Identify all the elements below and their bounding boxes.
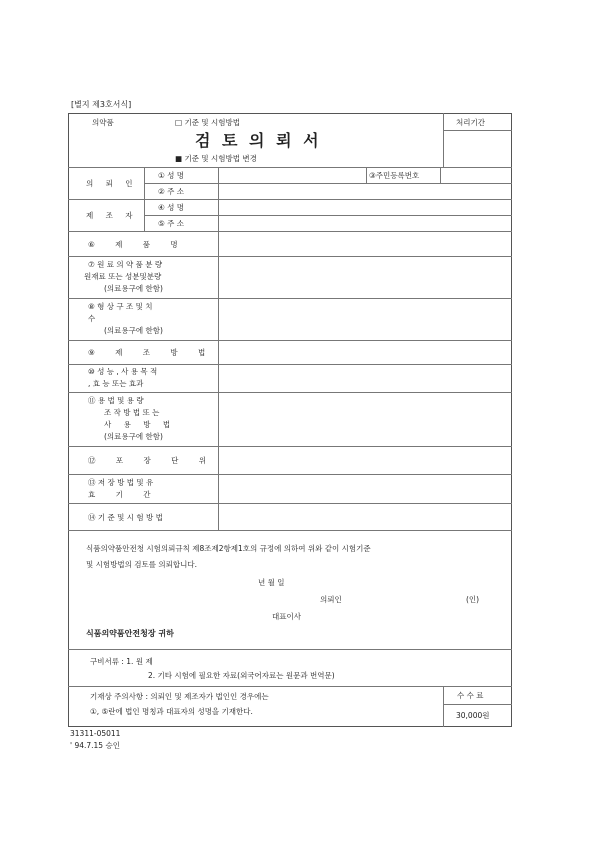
recipient: 식품의약품안전청장 귀하	[86, 629, 174, 638]
ingredients-label-3: (의료용구에 한함)	[104, 284, 163, 293]
performance-label-1: ⑩ 성 능 , 사 용 목 적	[88, 367, 158, 376]
processing-period-label: 처리기간	[456, 118, 485, 127]
required-documents-item-2: 2. 기타 시험에 필요한 자료(외국어자료는 원문과 번역문)	[148, 671, 335, 680]
category-label: 의약품	[92, 118, 114, 127]
shape-label-2: 수	[88, 314, 96, 323]
performance-label-2: , 효 능 또는 효과	[88, 379, 144, 388]
approval-date: ' 94.7.15 승인	[70, 741, 120, 750]
seal-mark: (인)	[466, 595, 480, 604]
notes-line-1: 기재상 주의사항 : 의뢰인 및 제조자가 법인인 경우에는	[90, 692, 269, 701]
storage-label-1: ⑬ 저 장 방 법 및 유	[88, 478, 154, 487]
applicant-group: 의 뢰 인	[86, 179, 138, 188]
usage-label-4: (의료용구에 한함)	[104, 432, 163, 441]
product-name-label: ⑥ 제 품 명	[88, 240, 187, 249]
form-code: 31311-05011	[70, 729, 121, 738]
page-title: 검 토 의 뢰 서	[195, 131, 322, 150]
usage-label-1: ⑪ 용 법 및 용 량	[88, 396, 144, 405]
applicant-address-label: ② 주 소	[158, 187, 184, 196]
shape-label-1: ⑧ 형 상 구 조 및 치	[88, 302, 153, 311]
fee-label: 수 수 료	[457, 691, 484, 700]
fee-value: 30,000원	[456, 711, 490, 720]
ingredients-label-2: 원재료 또는 성분및분량	[84, 272, 162, 281]
signer-applicant-label: 의뢰인	[320, 595, 342, 604]
resident-number-label: ③주민등록번호	[369, 171, 420, 180]
manufacturing-method-label: ⑨ 제 조 방 법	[88, 348, 215, 357]
shape-label-3: (의료용구에 한함)	[104, 326, 163, 335]
checkbox-standards-change[interactable]: ■ 기준 및 시험방법 변경	[175, 154, 257, 163]
ingredients-label-1: ⑦ 원 료 의 약 품 분 량	[88, 260, 163, 269]
manufacturer-address-label: ⑤ 주 소	[158, 219, 184, 228]
usage-label-2: 조 작 방 법 또 는	[104, 408, 160, 417]
ceo-label: 대표이사	[272, 612, 301, 621]
storage-label-2: 효 기 간	[88, 490, 160, 499]
manufacturer-group: 제 조 자	[86, 211, 138, 220]
notes-line-2: ①, ⑤란에 법인 명칭과 대표자의 성명을 기재한다.	[90, 707, 253, 716]
applicant-name-label: ① 성 명	[158, 171, 184, 180]
request-date: 년 월 일	[258, 578, 285, 587]
checkbox-standards[interactable]: □ 기준 및 시험방법	[175, 118, 240, 127]
required-documents-label: 구비서류 : 1. 원 제	[90, 657, 153, 666]
manufacturer-name-label: ④ 성 명	[158, 203, 184, 212]
form-tag: [별지 제3호서식]	[71, 100, 132, 109]
usage-label-3: 사 용 방 법	[104, 420, 176, 429]
standards-label: ⑭ 기 준 및 시 험 방 법	[88, 513, 163, 522]
request-line-2: 및 시험방법의 검토를 의뢰합니다.	[86, 560, 197, 569]
request-line-1: 식품의약품안전청 시험의뢰규칙 제8조제2항제1호의 규정에 의하여 위와 같이 시험기준	[86, 544, 371, 553]
packaging-unit-label: ⑫ 포 장 단 위	[88, 456, 216, 465]
